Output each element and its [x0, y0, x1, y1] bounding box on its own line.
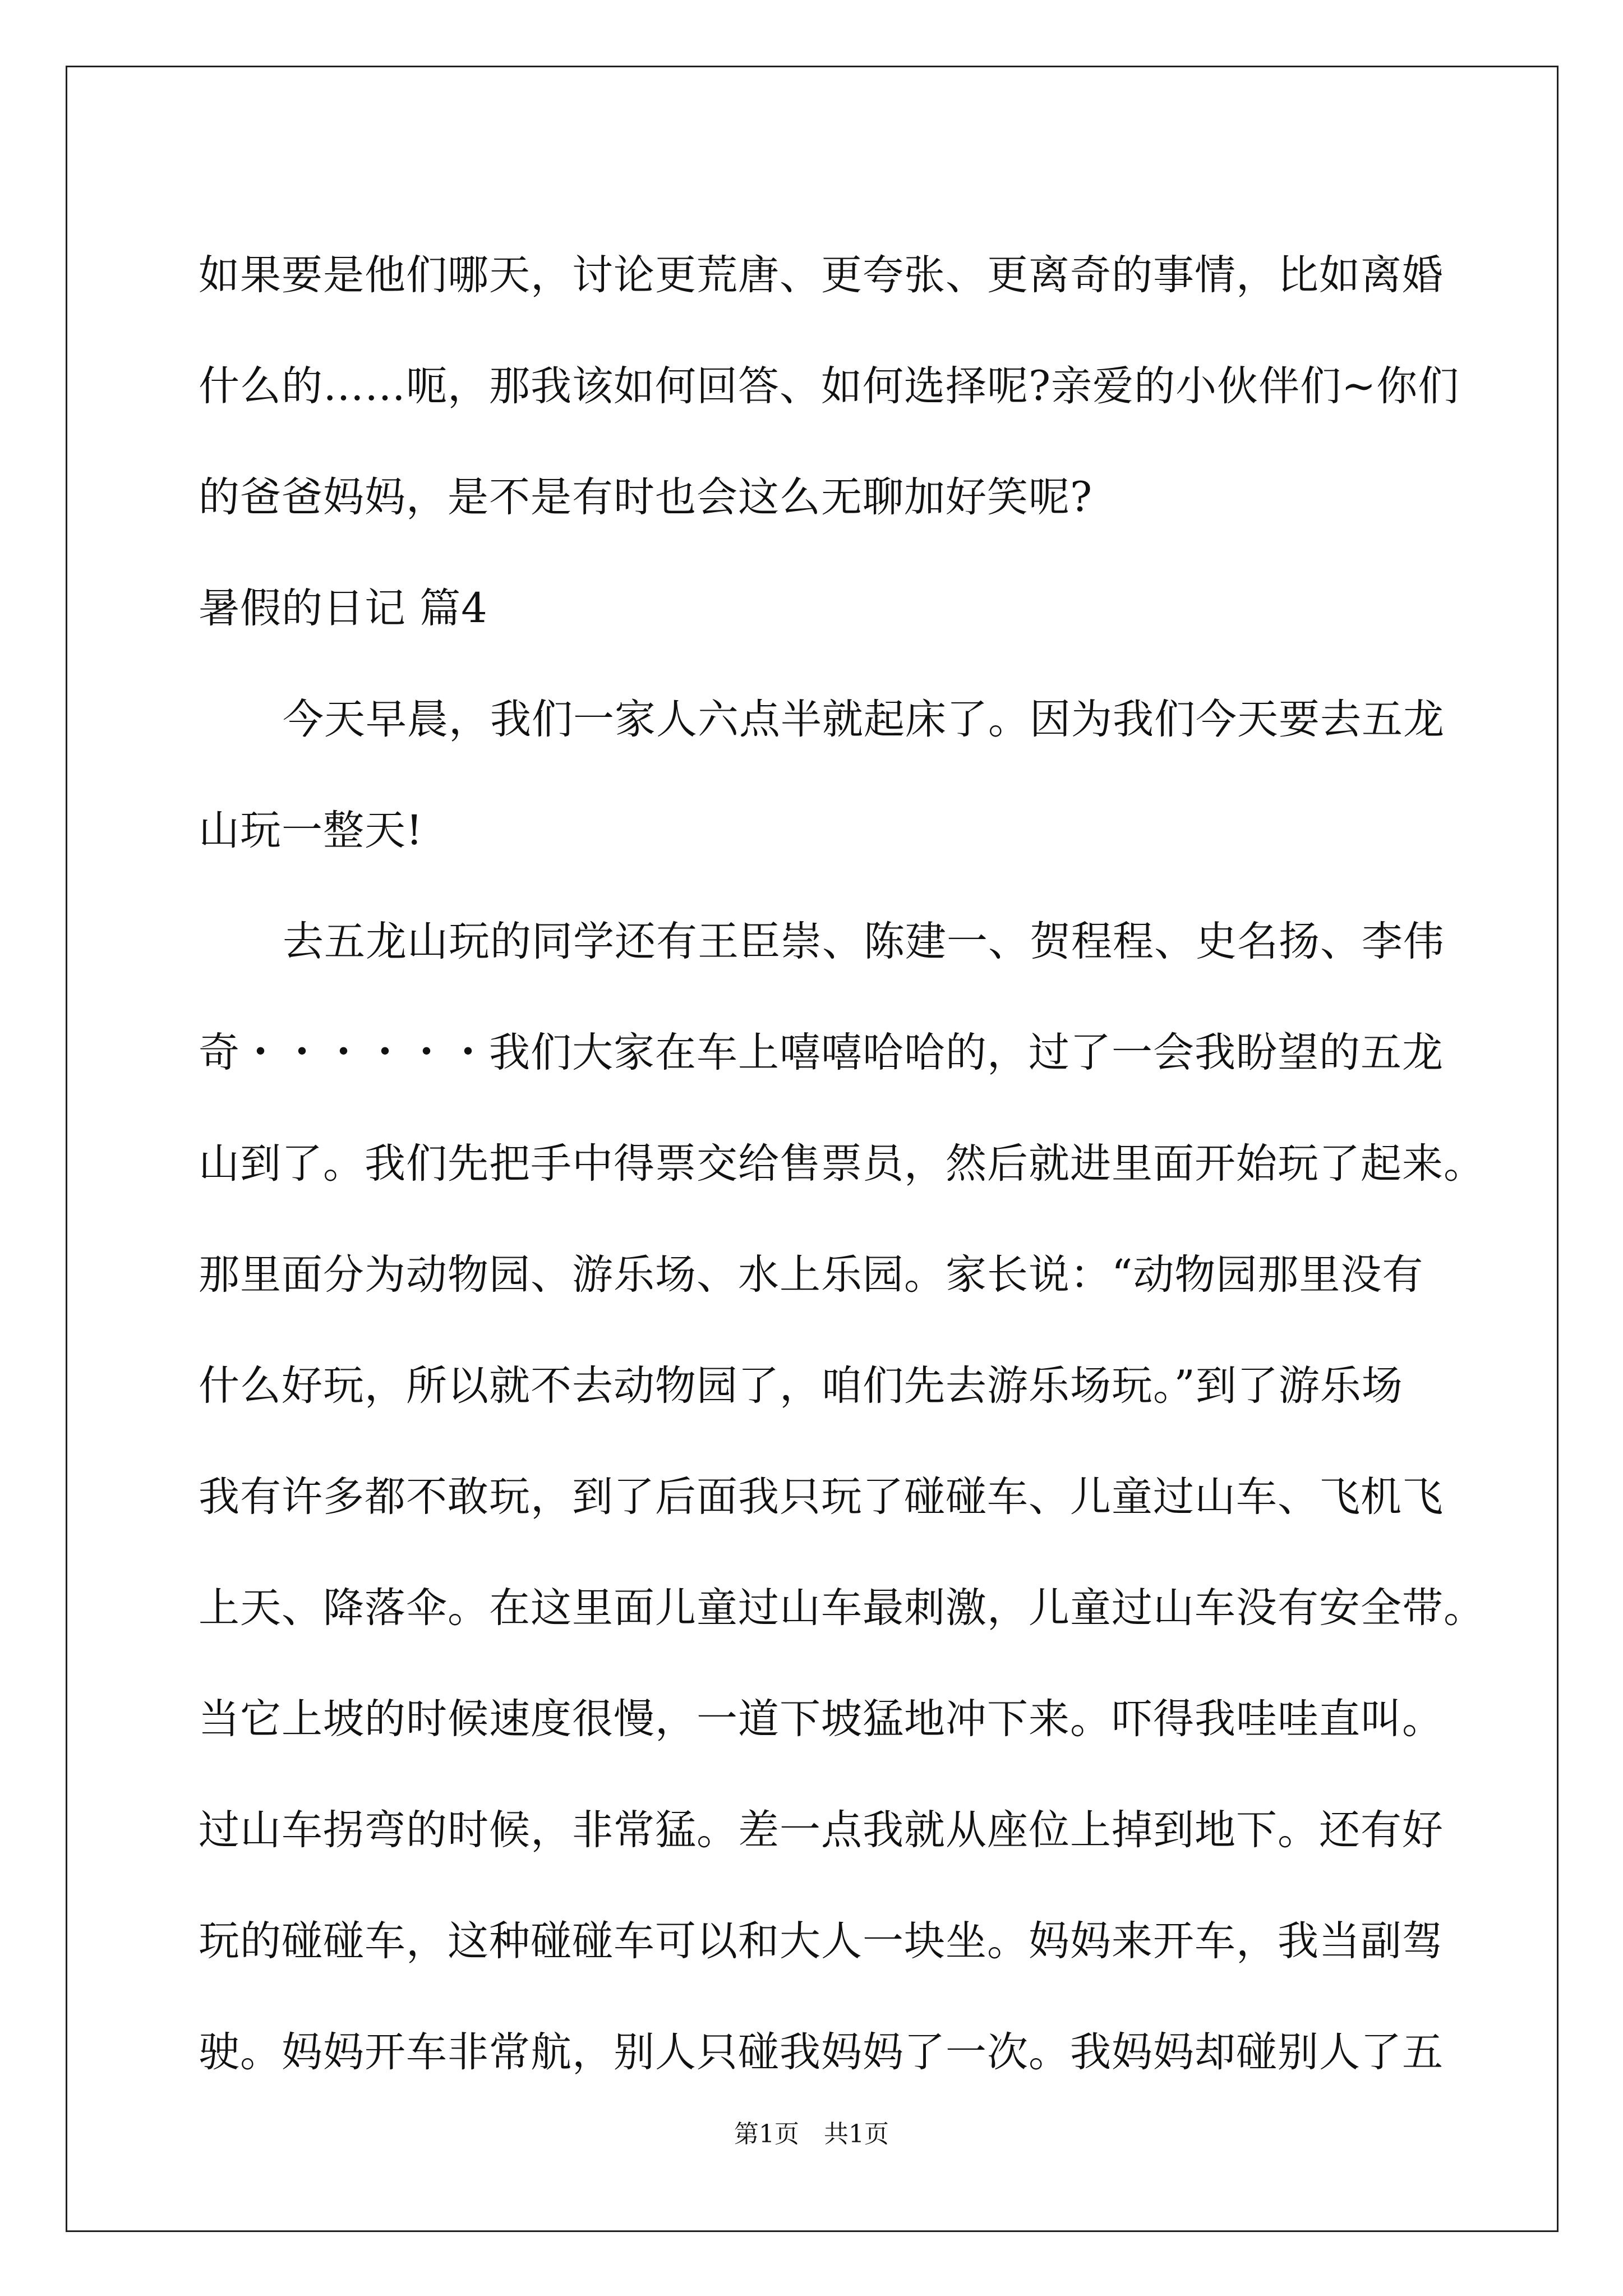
text-line: 什么好玩，所以就不去动物园了，咱们先去游乐场玩。”到了游乐场	[199, 1362, 1403, 1410]
text-line: 山到了。我们先把手中得票交给售票员，然后就进里面开始玩了起来。	[199, 1140, 1485, 1188]
text-line: 当它上坡的时候速度很慢，一道下坡猛地冲下来。吓得我哇哇直叫。	[199, 1695, 1444, 1743]
text-line: 玩的碰碰车，这种碰碰车可以和大人一块坐。妈妈来开车，我当副驾	[199, 1917, 1444, 1965]
text-line: 什么的……呃，那我该如何回答、如何选择呢?亲爱的小伙伴们~你们	[199, 362, 1460, 410]
paragraph-first-line: 今天早晨，我们一家人六点半就起床了。因为我们今天要去五龙	[283, 696, 1445, 743]
text-line: 驶。妈妈开车非常航，别人只碰我妈妈了一次。我妈妈却碰别人了五	[199, 2028, 1444, 2076]
text-line: 如果要是他们哪天，讨论更荒唐、更夸张、更离奇的事情，比如离婚	[199, 251, 1444, 299]
document-body	[199, 220, 1485, 2108]
text-line: 奇・・・・・・我们大家在车上嘻嘻哈哈的，过了一会我盼望的五龙	[199, 1029, 1444, 1076]
text-line: 山玩一整天!	[199, 807, 423, 854]
text-line: 我有许多都不敢玩，到了后面我只玩了碰碰车、儿童过山车、飞机飞	[199, 1473, 1444, 1521]
text-line: 的爸爸妈妈，是不是有时也会这么无聊加好笑呢?	[199, 473, 1093, 521]
text-line: 上天、降落伞。在这里面儿童过山车最刺激，儿童过山车没有安全带。	[199, 1584, 1485, 1632]
paragraph-first-line: 去五龙山玩的同学还有王臣崇、陈建一、贺程程、史名扬、李伟	[283, 918, 1445, 965]
section-heading: 暑假的日记 篇4	[199, 585, 488, 632]
page-number-footer: 第1页 共1页	[734, 2120, 889, 2148]
text-line: 那里面分为动物园、游乐场、水上乐园。家长说：“动物园那里没有	[199, 1251, 1424, 1299]
text-line: 过山车拐弯的时候，非常猛。差一点我就从座位上掉到地下。还有好	[199, 1806, 1444, 1854]
